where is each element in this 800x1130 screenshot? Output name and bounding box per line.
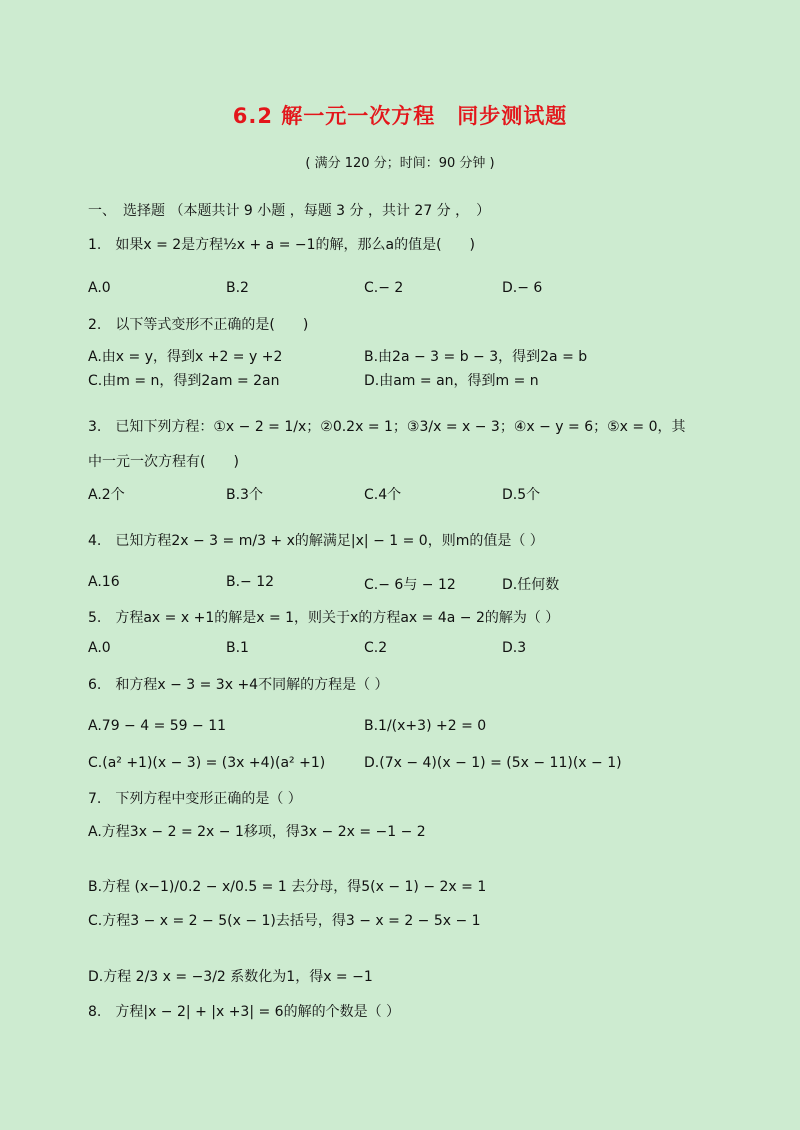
- question-4: 4. 已知方程2x − 3 = m/3 + x的解满足|x| − 1 = 0，则m的值是（ ）: [88, 533, 544, 549]
- q7-option-c: C.方程3 − x = 2 − 5(x − 1)去括号，得3 − x = 2 − 5x − 1: [88, 913, 481, 929]
- q3-option-c: C.4个: [364, 487, 402, 503]
- q4-option-b: B.− 12: [226, 574, 275, 590]
- q6-option-c: C.(a² +1)(x − 3) = (3x +4)(a² +1): [88, 755, 326, 771]
- q6-option-a: A.79 − 4 = 59 − 11: [88, 718, 227, 734]
- q1-option-b: B.2: [226, 280, 249, 296]
- q7-option-a: A.方程3x − 2 = 2x − 1移项，得3x − 2x = −1 − 2: [88, 824, 426, 840]
- q5-option-d: D.3: [502, 640, 527, 656]
- q5-option-c: C.2: [364, 640, 388, 656]
- q4-option-c: C.− 6与 − 12: [364, 577, 456, 593]
- question-7: 7. 下列方程中变形正确的是（ ）: [88, 791, 302, 807]
- q1-option-d: D.− 6: [502, 280, 543, 296]
- q2-option-b: B.由2a − 3 = b − 3，得到2a = b: [364, 349, 588, 365]
- q6-option-d: D.(7x − 4)(x − 1) = (5x − 11)(x − 1): [364, 755, 622, 771]
- question-5: 5. 方程ax = x +1的解是x = 1，则关于x的方程ax = 4a − 2的解为（ ）: [88, 610, 560, 626]
- question-2: 2. 以下等式变形不正确的是( ): [88, 317, 309, 333]
- q3-option-a: A.2个: [88, 487, 125, 503]
- q3-option-d: D.5个: [502, 487, 541, 503]
- q1-option-c: C.− 2: [364, 280, 404, 296]
- section-heading: 一、 选择题 （本题共计 9 小题 ，每题 3 分 ，共计 27 分 ， ）: [88, 203, 491, 219]
- question-1: 1. 如果x = 2是方程½x + a = −1的解，那么a的值是( ): [88, 237, 476, 253]
- q4-option-a: A.16: [88, 574, 120, 590]
- page-subtitle: ( 满分 120 分；时间：90 分钟 ): [305, 156, 495, 171]
- page-title: 6.2 解一元一次方程 同步测试题: [232, 104, 568, 128]
- q4-option-d: D.任何数: [502, 577, 560, 593]
- q5-option-b: B.1: [226, 640, 249, 656]
- q7-option-b: B.方程 (x−1)/0.2 − x/0.5 = 1 去分母，得5(x − 1) − 2x = 1: [88, 879, 487, 895]
- q7-option-d: D.方程 2/3 x = −3/2 系数化为1，得x = −1: [88, 969, 373, 985]
- q2-option-d: D.由am = an，得到m = n: [364, 373, 539, 389]
- q5-option-a: A.0: [88, 640, 111, 656]
- question-6: 6. 和方程x − 3 = 3x +4不同解的方程是（ ）: [88, 677, 389, 693]
- question-3-line-1: 3. 已知下列方程：①x − 2 = 1/x；②0.2x = 1；③3/x = x − 3；④x − y = 6；⑤x = 0，其: [88, 419, 686, 435]
- q1-option-a: A.0: [88, 280, 111, 296]
- question-3-line-2: 中一元一次方程有( ): [88, 454, 239, 470]
- q2-option-c: C.由m = n，得到2am = 2an: [88, 373, 280, 389]
- question-8: 8. 方程|x − 2| + |x +3| = 6的解的个数是（ ）: [88, 1004, 401, 1020]
- q2-option-a: A.由x = y，得到x +2 = y +2: [88, 349, 283, 365]
- q6-option-b: B.1/(x+3) +2 = 0: [364, 718, 487, 734]
- q3-option-b: B.3个: [226, 487, 263, 503]
